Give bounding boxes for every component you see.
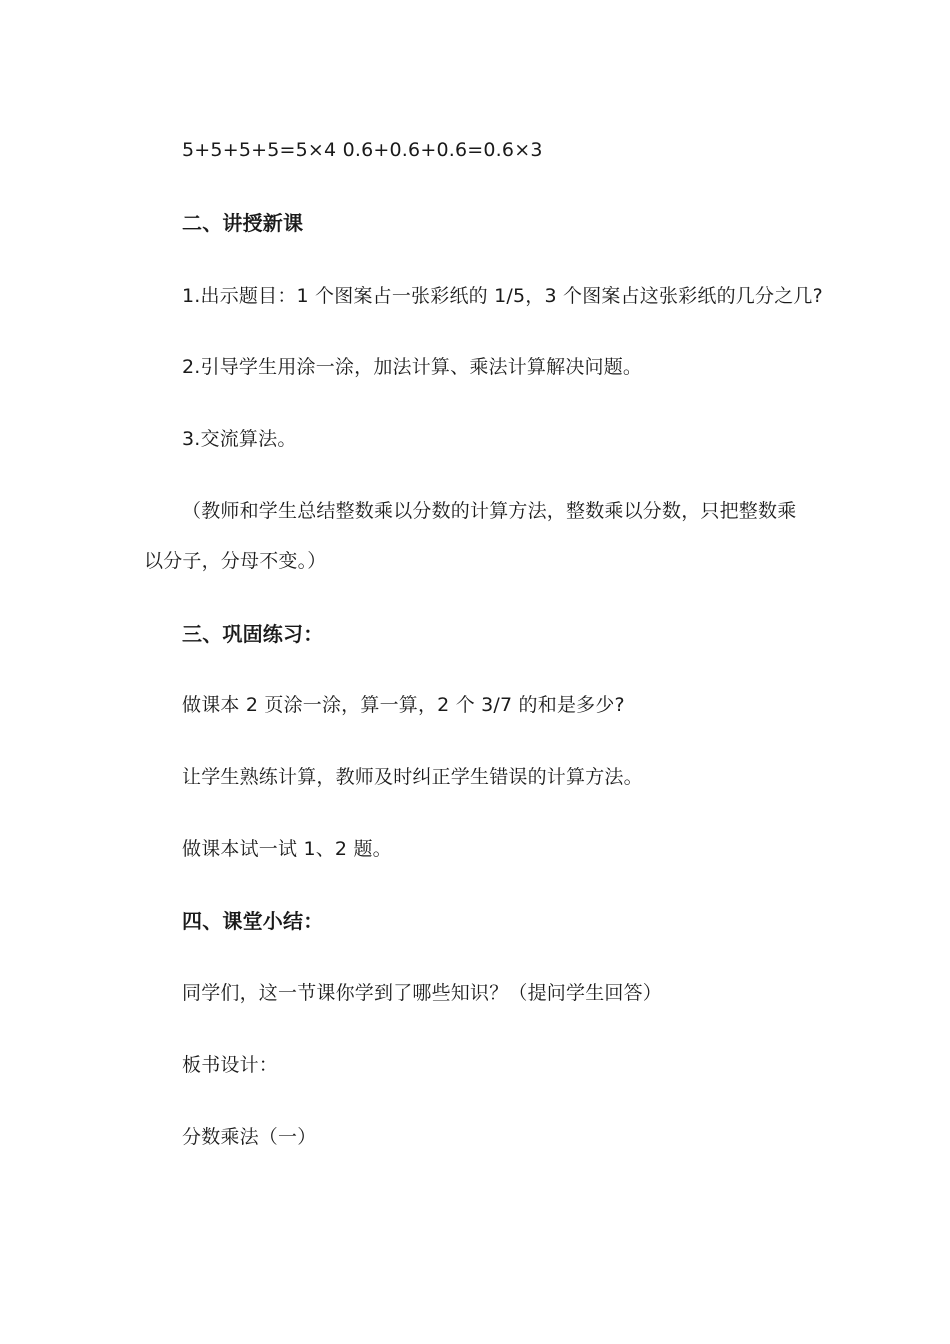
practice-item-2: 让学生熟练计算，教师及时纠正学生错误的计算方法。 bbox=[182, 766, 643, 788]
lesson-step-3: 3.交流算法。 bbox=[182, 428, 297, 450]
summary-paragraph-line-2: 以分子，分母不变。） bbox=[144, 550, 327, 572]
section-heading-summary: 四、课堂小结： bbox=[182, 909, 324, 933]
equation-line: 5+5+5+5=5×4 0.6+0.6+0.6=0.6×3 bbox=[182, 139, 543, 161]
summary-item-question: 同学们，这一节课你学到了哪些知识？（提问学生回答） bbox=[182, 982, 663, 1004]
summary-item-board-design: 板书设计： bbox=[182, 1054, 279, 1076]
summary-item-title: 分数乘法（一） bbox=[182, 1126, 317, 1148]
lesson-step-1: 1.出示题目：1 个图案占一张彩纸的 1/5，3 个图案占这张彩纸的几分之几? bbox=[182, 285, 823, 307]
summary-paragraph-line-1: （教师和学生总结整数乘以分数的计算方法，整数乘以分数，只把整数乘 bbox=[182, 500, 797, 522]
practice-item-3: 做课本试一试 1、2 题。 bbox=[182, 838, 392, 860]
section-heading-practice: 三、巩固练习： bbox=[182, 622, 324, 646]
lesson-step-2: 2.引导学生用涂一涂，加法计算、乘法计算解决问题。 bbox=[182, 356, 643, 378]
section-heading-new-lesson: 二、讲授新课 bbox=[182, 211, 304, 235]
practice-item-1: 做课本 2 页涂一涂，算一算，2 个 3/7 的和是多少? bbox=[182, 694, 625, 716]
